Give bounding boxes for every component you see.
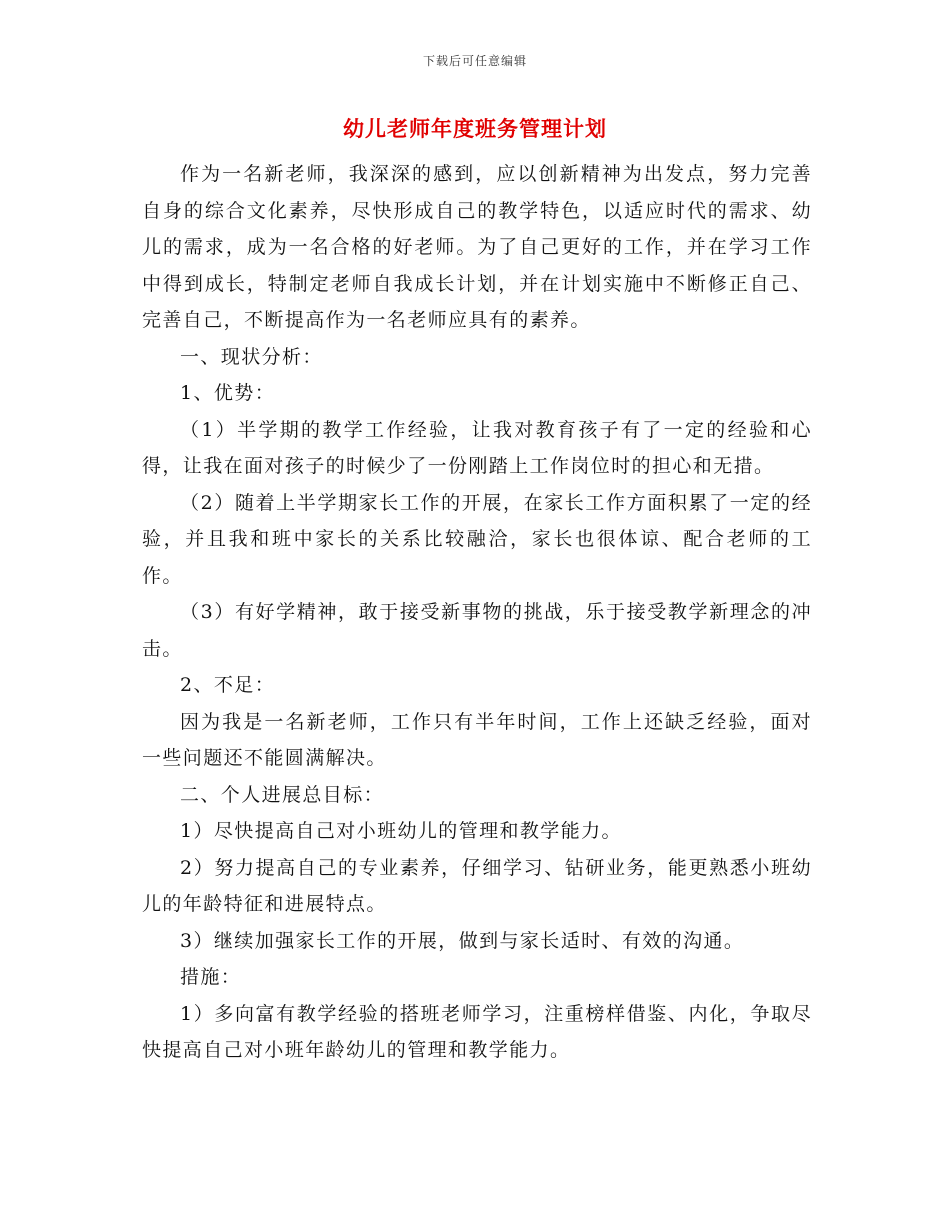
subheading-measures: 措施： (180, 966, 242, 988)
document-title: 幼儿老师年度班务管理计划 (343, 116, 607, 141)
subheading-weaknesses: 2、不足： (180, 674, 276, 696)
measure-item-1: 1）多向富有教学经验的搭班老师学习，注重榜样借鉴、内化，争取尽快提高自己对小班年龄幼儿的管理和教学能力。 (142, 1002, 812, 1061)
subheading-strengths: 1、优势： (180, 382, 276, 404)
section-heading-goals: 二、个人进展总目标： (180, 783, 385, 806)
goal-item-1: 1）尽快提高自己对小班幼儿的管理和教学能力。 (180, 820, 622, 842)
header-note: 下载后可任意编辑 (422, 54, 527, 68)
document-body (142, 156, 812, 1069)
intro-paragraph: 作为一名新老师，我深深的感到，应以创新精神为出发点，努力完善自身的综合文化素养，尽快形成自己的教学特色，以适应时代的需求、幼儿的需求，成为一名合格的好老师。为了自己更好的工作，并在学习工作中得到成长，特制定老师自我成长计划，并在计划实施中不断修正自己、完善自己，不断提高作为一名老师应具有的素养。 (142, 163, 812, 331)
section-heading-status-analysis: 一、现状分析： (180, 345, 323, 368)
weakness-paragraph: 因为我是一名新老师，工作只有半年时间，工作上还缺乏经验，面对一些问题还不能圆满解决。 (142, 710, 812, 769)
goal-item-2: 2）努力提高自己的专业素养，仔细学习、钻研业务，能更熟悉小班幼儿的年龄特征和进展特点。 (142, 856, 812, 915)
goal-item-3: 3）继续加强家长工作的开展，做到与家长适时、有效的沟通。 (180, 929, 745, 952)
strength-item-1: （1）半学期的教学工作经验，让我对教育孩子有了一定的经验和心得，让我在面对孩子的时候少了一份刚踏上工作岗位时的担心和无措。 (142, 418, 812, 477)
strength-item-2: （2）随着上半学期家长工作的开展，在家长工作方面积累了一定的经验，并且我和班中家长的关系比较融洽，家长也很体谅、配合老师的工作。 (142, 491, 812, 587)
strength-item-3: （3）有好学精神，敢于接受新事物的挑战，乐于接受教学新理念的冲击。 (142, 601, 812, 660)
